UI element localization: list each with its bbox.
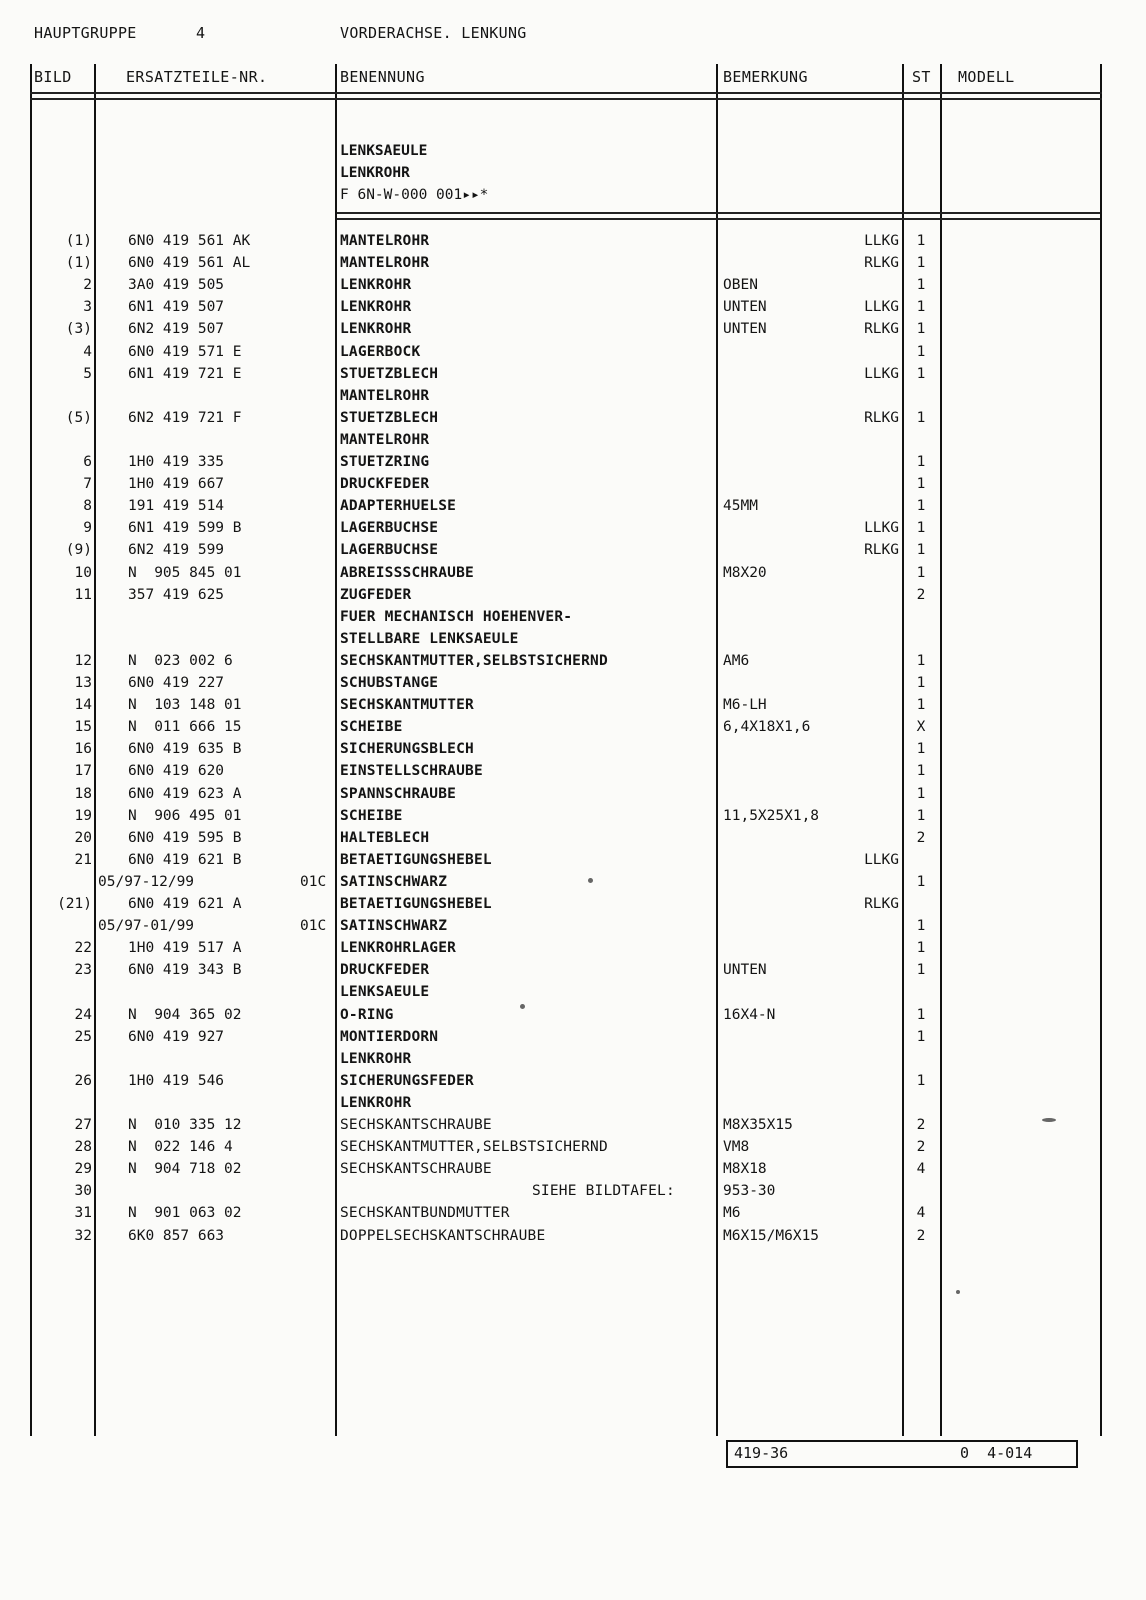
quantity-cell: 2 (916, 1227, 926, 1244)
col-benennung: BENENNUNG (340, 68, 425, 86)
part-number: 6N0 419 927 (128, 1028, 225, 1045)
table-row (0, 230, 1146, 252)
table-row (0, 716, 1146, 738)
table-row (0, 650, 1146, 672)
section-line-3: F 6N-W-000 001▸▸* (340, 187, 489, 203)
designation-cell: STUETZBLECH (340, 409, 439, 426)
designation-cell: LENKROHR (340, 321, 412, 338)
table-row (0, 495, 1146, 517)
steering-side-cell: LLKG (864, 233, 899, 249)
table-row (0, 915, 1146, 937)
part-number: 6N1 419 721 E (128, 365, 242, 382)
quantity-cell: 2 (916, 829, 926, 846)
footer-reference: 419-36 (734, 1444, 789, 1462)
designation-cell: LENKROHR (340, 1050, 412, 1067)
part-number: 6K0 857 663 (128, 1227, 225, 1244)
table-row (0, 562, 1146, 584)
designation-cell: DOPPELSECHSKANTSCHRAUBE (340, 1227, 546, 1244)
part-number: 191 419 514 (128, 498, 225, 515)
quantity-cell: 1 (916, 918, 926, 935)
steering-side-cell: LLKG (864, 299, 899, 316)
quantity-cell: 1 (916, 542, 926, 559)
quantity-cell: 2 (916, 1139, 926, 1156)
footer-page-number: 0 4-014 (960, 1444, 1033, 1462)
table-row (0, 407, 1146, 429)
remark-cell: M8X35X15 (723, 1117, 793, 1133)
quantity-cell: 1 (916, 1006, 926, 1023)
part-number: 6N0 419 227 (128, 675, 225, 691)
part-number: 6N2 419 507 (128, 321, 225, 338)
designation-cell: LAGERBUCHSE (340, 520, 439, 537)
part-number: 6N0 419 621 B (128, 851, 242, 868)
part-number: 6N0 419 343 B (128, 962, 242, 979)
table-row (0, 849, 1146, 871)
table-row (0, 451, 1146, 473)
scan-speck (1042, 1118, 1056, 1122)
quantity-cell: 1 (916, 454, 926, 470)
bild-cell: 18 (74, 785, 92, 802)
bild-cell: 25 (74, 1028, 92, 1045)
steering-side-cell: RLKG (864, 409, 899, 426)
bild-cell: (21) (57, 896, 92, 912)
quantity-cell: 1 (916, 498, 926, 515)
quantity-cell: 1 (916, 277, 926, 294)
quantity-cell: 1 (916, 1072, 926, 1089)
quantity-cell: 1 (916, 255, 926, 272)
quantity-cell: 2 (916, 1117, 926, 1133)
part-number: 6N0 419 595 B (128, 829, 242, 846)
quantity-cell: 1 (916, 365, 926, 382)
quantity-cell: 1 (916, 785, 926, 802)
section-rule (337, 212, 1100, 220)
quantity-cell: 1 (916, 1028, 926, 1045)
table-row (0, 584, 1146, 606)
designation-cell: STUETZBLECH (340, 365, 439, 382)
bild-cell: 24 (74, 1006, 92, 1023)
part-number: 357 419 625 (128, 586, 225, 603)
quantity-cell: 1 (916, 343, 926, 360)
designation-cell: SECHSKANTMUTTER (340, 697, 474, 714)
section-line-1: LENKSAEULE (340, 143, 428, 159)
designation-cell: BETAETIGUNGSHEBEL (340, 851, 492, 868)
quantity-cell: 4 (916, 1161, 926, 1178)
remark-cell: AM6 (723, 652, 750, 669)
table-row (0, 274, 1146, 296)
table-row (0, 429, 1146, 451)
designation-cell: SECHSKANTMUTTER,SELBSTSICHERND (340, 652, 608, 669)
bild-cell: 27 (74, 1117, 92, 1133)
table-row (0, 1048, 1146, 1070)
page-footer (726, 1440, 1078, 1468)
part-number: 6N0 419 635 B (128, 741, 242, 758)
designation-cell: MANTELROHR (340, 255, 430, 272)
part-number: 6N0 419 623 A (128, 785, 242, 802)
steering-side-cell: LLKG (864, 365, 899, 382)
bild-cell: (5) (65, 409, 92, 426)
quantity-cell: 1 (916, 873, 926, 890)
part-number: 6N0 419 561 AL (128, 255, 251, 272)
bild-cell: 30 (74, 1183, 92, 1200)
part-number: 6N0 419 621 A (128, 896, 242, 912)
remark-cell: OBEN (723, 277, 758, 294)
designation-cell: MONTIERDORN (340, 1028, 439, 1045)
table-row (0, 1004, 1146, 1026)
part-number: N 901 063 02 (128, 1205, 242, 1222)
table-row (0, 1070, 1146, 1092)
table-row (0, 981, 1146, 1003)
table-row (0, 517, 1146, 539)
table-row (0, 385, 1146, 407)
header-rule (30, 92, 1102, 100)
designation-cell: ABREISSSCHRAUBE (340, 564, 474, 581)
bild-cell: 15 (74, 719, 92, 736)
designation-cell: SECHSKANTSCHRAUBE (340, 1161, 492, 1178)
part-number: N 905 845 01 (128, 564, 242, 581)
designation-cell: SECHSKANTSCHRAUBE (340, 1117, 492, 1133)
steering-side-cell: RLKG (864, 542, 899, 559)
table-row (0, 937, 1146, 959)
designation-cell: LENKSAEULE (340, 984, 430, 1001)
quantity-cell: 1 (916, 940, 926, 957)
quantity-cell: 1 (916, 233, 926, 249)
bild-cell: (3) (65, 321, 92, 338)
quantity-cell: 1 (916, 675, 926, 691)
designation-cell: SCHEIBE (340, 719, 403, 736)
bild-cell: (1) (65, 255, 92, 272)
designation-cell: STELLBARE LENKSAEULE (340, 630, 519, 647)
remark-cell: UNTEN (723, 321, 767, 338)
designation-cell: SICHERUNGSBLECH (340, 741, 474, 758)
page-title: VORDERACHSE. LENKUNG (340, 24, 527, 42)
col-ersatzteile: ERSATZTEILE-NR. (126, 68, 268, 86)
quantity-cell: 1 (916, 564, 926, 581)
bild-cell: 21 (74, 851, 92, 868)
part-number: N 904 718 02 (128, 1161, 242, 1178)
bild-cell: 8 (83, 498, 92, 515)
table-row (0, 694, 1146, 716)
table-row (0, 1180, 1146, 1202)
part-number: 1H0 419 546 (128, 1072, 225, 1089)
quantity-cell: 1 (916, 697, 926, 714)
bild-cell: 23 (74, 962, 92, 979)
bild-cell: 12 (74, 652, 92, 669)
designation-cell: MANTELROHR (340, 233, 430, 249)
quantity-cell: 1 (916, 741, 926, 758)
see-plate-reference: SIEHE BILDTAFEL: (532, 1183, 675, 1200)
remark-cell: UNTEN (723, 962, 767, 979)
designation-cell: FUER MECHANISCH HOEHENVER- (340, 608, 573, 625)
remark-cell: M8X18 (723, 1161, 767, 1178)
designation-cell: ADAPTERHUELSE (340, 498, 457, 515)
quantity-cell: 1 (916, 409, 926, 426)
table-row (0, 1202, 1146, 1224)
table-row (0, 1026, 1146, 1048)
table-row (0, 760, 1146, 782)
bild-cell: 20 (74, 829, 92, 846)
table-row (0, 959, 1146, 981)
designation-cell: SCHUBSTANGE (340, 675, 439, 691)
part-number: 1H0 419 517 A (128, 940, 242, 957)
steering-side-cell: LLKG (864, 520, 899, 537)
steering-side-cell: LLKG (864, 851, 899, 868)
designation-cell: MANTELROHR (340, 431, 430, 448)
designation-cell: DRUCKFEDER (340, 476, 430, 493)
bild-cell: 28 (74, 1139, 92, 1156)
remark-cell: 953-30 (723, 1183, 776, 1200)
part-number: 6N1 419 507 (128, 299, 225, 316)
designation-cell: SCHEIBE (340, 807, 403, 824)
bild-cell: 6 (83, 454, 92, 470)
bild-cell: 16 (74, 741, 92, 758)
part-number: N 904 365 02 (128, 1006, 242, 1023)
table-row (0, 1158, 1146, 1180)
table-row (0, 1114, 1146, 1136)
bild-cell: 4 (83, 343, 92, 360)
part-number: 6N2 419 599 (128, 542, 225, 559)
remark-cell: M6-LH (723, 697, 767, 714)
table-row (0, 363, 1146, 385)
bild-cell: 10 (74, 564, 92, 581)
remark-cell: VM8 (723, 1139, 750, 1156)
quantity-cell: 1 (916, 807, 926, 824)
quantity-cell: 1 (916, 520, 926, 537)
bild-cell: 3 (83, 299, 92, 316)
bild-cell: 13 (74, 675, 92, 691)
bild-cell: 31 (74, 1205, 92, 1222)
table-row (0, 871, 1146, 893)
remark-cell: 16X4-N (723, 1006, 776, 1023)
table-row (0, 1092, 1146, 1114)
remark-cell: M6 (723, 1205, 741, 1222)
color-code: 01C (300, 873, 327, 890)
designation-cell: O-RING (340, 1006, 394, 1023)
table-row (0, 318, 1146, 340)
designation-cell: LENKROHR (340, 277, 412, 294)
part-number: N 022 146 4 (128, 1139, 233, 1156)
remark-cell: 11,5X25X1,8 (723, 807, 820, 824)
quantity-cell: 1 (916, 652, 926, 669)
section-line-2: LENKROHR (340, 165, 410, 181)
bild-cell: 7 (83, 476, 92, 493)
bild-cell: 5 (83, 365, 92, 382)
date-range: 05/97-12/99 (98, 873, 195, 890)
table-row (0, 783, 1146, 805)
bild-cell: 29 (74, 1161, 92, 1178)
scan-speck (520, 1004, 525, 1009)
table-row (0, 628, 1146, 650)
table-row (0, 827, 1146, 849)
designation-cell: HALTEBLECH (340, 829, 430, 846)
designation-cell: LAGERBUCHSE (340, 542, 439, 559)
group-number: 4 (196, 24, 206, 42)
designation-cell: ZUGFEDER (340, 586, 412, 603)
bild-cell: 22 (74, 940, 92, 957)
part-number: 6N0 419 571 E (128, 343, 242, 360)
table-row (0, 296, 1146, 318)
bild-cell: 2 (83, 277, 92, 294)
designation-cell: DRUCKFEDER (340, 962, 430, 979)
remark-cell: M6X15/M6X15 (723, 1227, 820, 1244)
table-row (0, 341, 1146, 363)
quantity-cell: 1 (916, 476, 926, 493)
designation-cell: BETAETIGUNGSHEBEL (340, 896, 492, 912)
part-number: 1H0 419 667 (128, 476, 225, 493)
quantity-cell: 4 (916, 1205, 926, 1222)
designation-cell: SICHERUNGSFEDER (340, 1072, 474, 1089)
table-row (0, 893, 1146, 915)
bild-cell: 17 (74, 763, 92, 780)
table-row (0, 672, 1146, 694)
steering-side-cell: RLKG (864, 896, 899, 912)
part-number: N 906 495 01 (128, 807, 242, 824)
col-bemerkung: BEMERKUNG (723, 68, 808, 86)
steering-side-cell: RLKG (864, 321, 899, 338)
part-number: 6N2 419 721 F (128, 409, 242, 426)
table-row (0, 738, 1146, 760)
bild-cell: 9 (83, 520, 92, 537)
table-row (0, 1136, 1146, 1158)
part-number: N 010 335 12 (128, 1117, 242, 1133)
designation-cell: SPANNSCHRAUBE (340, 785, 457, 802)
bild-cell: 32 (74, 1227, 92, 1244)
quantity-cell: 2 (916, 586, 926, 603)
part-number: N 011 666 15 (128, 719, 242, 736)
col-modell: MODELL (958, 68, 1015, 86)
bild-cell: 11 (74, 586, 92, 603)
bild-cell: 19 (74, 807, 92, 824)
table-row (0, 606, 1146, 628)
col-st: ST (912, 68, 931, 86)
color-code: 01C (300, 918, 327, 935)
part-number: 6N0 419 561 AK (128, 233, 251, 249)
part-number: 6N1 419 599 B (128, 520, 242, 537)
designation-cell: LENKROHRLAGER (340, 940, 457, 957)
part-number: N 023 002 6 (128, 652, 233, 669)
part-number: N 103 148 01 (128, 697, 242, 714)
designation-cell: SATINSCHWARZ (340, 873, 448, 890)
steering-side-cell: RLKG (864, 255, 899, 272)
table-row (0, 805, 1146, 827)
designation-cell: SECHSKANTBUNDMUTTER (340, 1205, 510, 1222)
bild-cell: 26 (74, 1072, 92, 1089)
designation-cell: SATINSCHWARZ (340, 918, 448, 935)
part-number: 3A0 419 505 (128, 277, 225, 294)
col-bild: BILD (34, 68, 72, 86)
quantity-cell: 1 (916, 321, 926, 338)
designation-cell: EINSTELLSCHRAUBE (340, 763, 483, 780)
group-label: HAUPTGRUPPE (34, 24, 137, 42)
table-row (0, 473, 1146, 495)
bild-cell: (1) (65, 233, 92, 249)
bild-cell: (9) (65, 542, 92, 559)
table-row (0, 252, 1146, 274)
part-number: 6N0 419 620 (128, 763, 225, 780)
remark-cell: 6,4X18X1,6 (723, 719, 811, 736)
scan-speck (956, 1290, 960, 1294)
table-row (0, 1225, 1146, 1247)
bild-cell: 14 (74, 697, 92, 714)
scan-speck (588, 878, 593, 883)
quantity-cell: X (916, 719, 926, 736)
quantity-cell: 1 (916, 299, 926, 316)
date-range: 05/97-01/99 (98, 918, 195, 935)
remark-cell: 45MM (723, 498, 758, 515)
quantity-cell: 1 (916, 763, 926, 780)
designation-cell: SECHSKANTMUTTER,SELBSTSICHERND (340, 1139, 608, 1156)
remark-cell: M8X20 (723, 564, 767, 581)
designation-cell: LENKROHR (340, 299, 412, 316)
table-row (0, 539, 1146, 561)
designation-cell: LAGERBOCK (340, 343, 421, 360)
quantity-cell: 1 (916, 962, 926, 979)
part-number: 1H0 419 335 (128, 454, 225, 470)
designation-cell: LENKROHR (340, 1094, 412, 1111)
remark-cell: UNTEN (723, 299, 767, 316)
designation-cell: MANTELROHR (340, 387, 430, 404)
designation-cell: STUETZRING (340, 454, 430, 470)
